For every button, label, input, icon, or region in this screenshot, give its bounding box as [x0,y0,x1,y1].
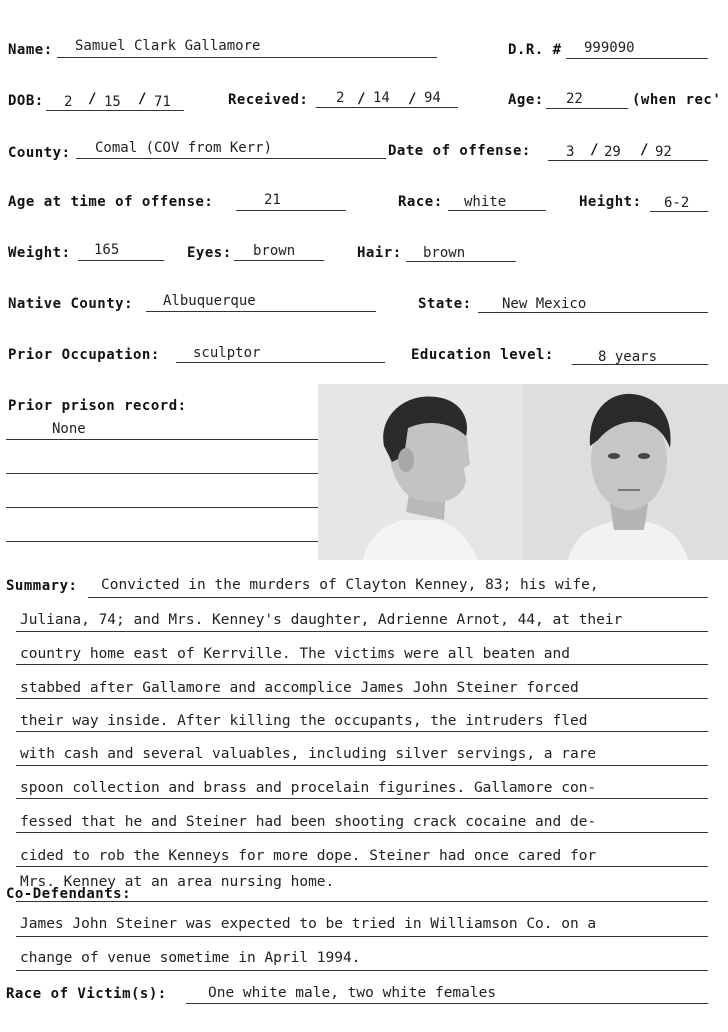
offense-day: 29 [604,144,621,160]
codefendants-line: James John Steiner was expected to be tried in Williamson Co. on a [20,916,597,932]
race-of-victims-line [186,1003,708,1004]
age-at-offense-label: Age at time of offense: [8,194,214,210]
received-label: Received: [228,92,309,108]
weight-line [78,260,164,261]
hair-value: brown [423,245,466,261]
age-at-offense-line [236,210,346,211]
summary-line: stabbed after Gallamore and accomplice James John Steiner forced [20,680,579,696]
summary-rule [16,798,708,799]
education-line [572,364,708,365]
codefendants-line: change of venue sometime in April 1994. [20,950,361,966]
age-label: Age: [508,92,544,108]
race-of-victims-value: One white male, two white females [208,985,497,1001]
age-line [546,108,628,109]
age-value: 22 [566,91,583,107]
frontal-right-eye [638,453,650,459]
received-line [316,107,458,108]
dr-label: D.R. # [508,42,562,58]
prior-prison-line-1 [6,439,318,440]
eyes-value: brown [253,243,296,259]
county-value: Comal (COV from Kerr) [95,140,273,156]
summary-rule [16,866,708,867]
name-label: Name: [8,42,53,58]
mugshot-illustration [318,384,728,560]
offense-sep-2: / [640,142,649,158]
summary-rule [16,698,708,699]
county-line [76,158,386,159]
eyes-label: Eyes: [187,245,232,261]
dob-sep-2: / [138,91,147,107]
state-label: State: [418,296,472,312]
dob-day: 15 [104,94,121,110]
summary-line: fessed that he and Steiner had been shooting crack cocaine and de- [20,814,597,830]
summary-rule [16,832,708,833]
received-day: 14 [373,90,390,106]
age-at-offense-value: 21 [264,192,281,208]
prior-prison-line-4 [6,541,318,542]
dob-month: 2 [64,94,73,110]
state-line [478,312,708,313]
name-line [57,57,437,58]
offense-month: 3 [566,144,575,160]
offense-sep-1: / [590,142,599,158]
prior-prison-line-2 [6,473,318,474]
codefendants-rule [16,901,708,902]
codefendants-rule [16,936,708,937]
summary-label: Summary: [6,578,78,594]
summary-line: Convicted in the murders of Clayton Kenney, 83; his wife, [101,577,599,593]
race-of-victims-label: Race of Victim(s): [6,986,167,1002]
prior-prison-label: Prior prison record: [8,398,187,414]
prior-prison-value: None [52,421,86,437]
weight-value: 165 [94,242,120,258]
native-county-label: Native County: [8,296,134,312]
prior-occupation-label: Prior Occupation: [8,347,160,363]
state-value: New Mexico [502,296,587,312]
hair-line [406,261,516,262]
dr-line [566,58,708,59]
height-line [650,211,708,212]
summary-rule [88,597,708,598]
education-value: 8 years [598,349,658,365]
prior-occupation-line [176,362,385,363]
summary-line: Juliana, 74; and Mrs. Kenney's daughter, Adrienne Arnot, 44, at their [20,612,623,628]
name-value: Samuel Clark Gallamore [75,38,261,54]
dr-number-value: 999090 [584,40,635,56]
offense-year: 92 [655,144,672,160]
dob-year: 71 [154,94,171,110]
dob-line [46,110,184,111]
profile-ear [398,448,414,472]
summary-line: their way inside. After killing the occupants, the intruders fled [20,713,588,729]
education-label: Education level: [411,347,554,363]
offense-line [548,160,708,161]
height-value: 6-2 [664,195,690,211]
summary-rule [16,664,708,665]
codefendants-label: Co-Defendants: [6,886,132,902]
native-county-line [146,311,376,312]
summary-rule [16,631,708,632]
codefendants-rule [16,970,708,971]
county-label: County: [8,145,71,161]
dob-label: DOB: [8,93,44,109]
received-month: 2 [336,90,345,106]
race-label: Race: [398,194,443,210]
summary-rule [16,765,708,766]
summary-line: spoon collection and brass and procelain figurines. Gallamore con- [20,780,597,796]
received-sep-1: / [357,91,366,107]
received-sep-2: / [408,91,417,107]
when-received-label: (when rec' [632,92,722,108]
height-label: Height: [579,194,642,210]
prior-occupation-value: sculptor [193,345,261,361]
summary-line: with cash and several valuables, including silver servings, a rare [20,746,597,762]
summary-line: country home east of Kerrville. The victims were all beaten and [20,646,570,662]
summary-line: Mrs. Kenney at an area nursing home. [20,874,335,890]
summary-line: cided to rob the Kenneys for more dope. Steiner had once cared for [20,848,597,864]
frontal-left-eye [608,453,620,459]
mugshot-photos [318,384,728,560]
dob-sep-1: / [88,91,97,107]
summary-rule [16,731,708,732]
eyes-line [234,260,324,261]
received-year: 94 [424,90,441,106]
date-of-offense-label: Date of offense: [388,143,531,159]
race-line [448,210,546,211]
weight-label: Weight: [8,245,71,261]
native-county-value: Albuquerque [163,293,256,309]
hair-label: Hair: [357,245,402,261]
prior-prison-line-3 [6,507,318,508]
race-value: white [464,194,507,210]
